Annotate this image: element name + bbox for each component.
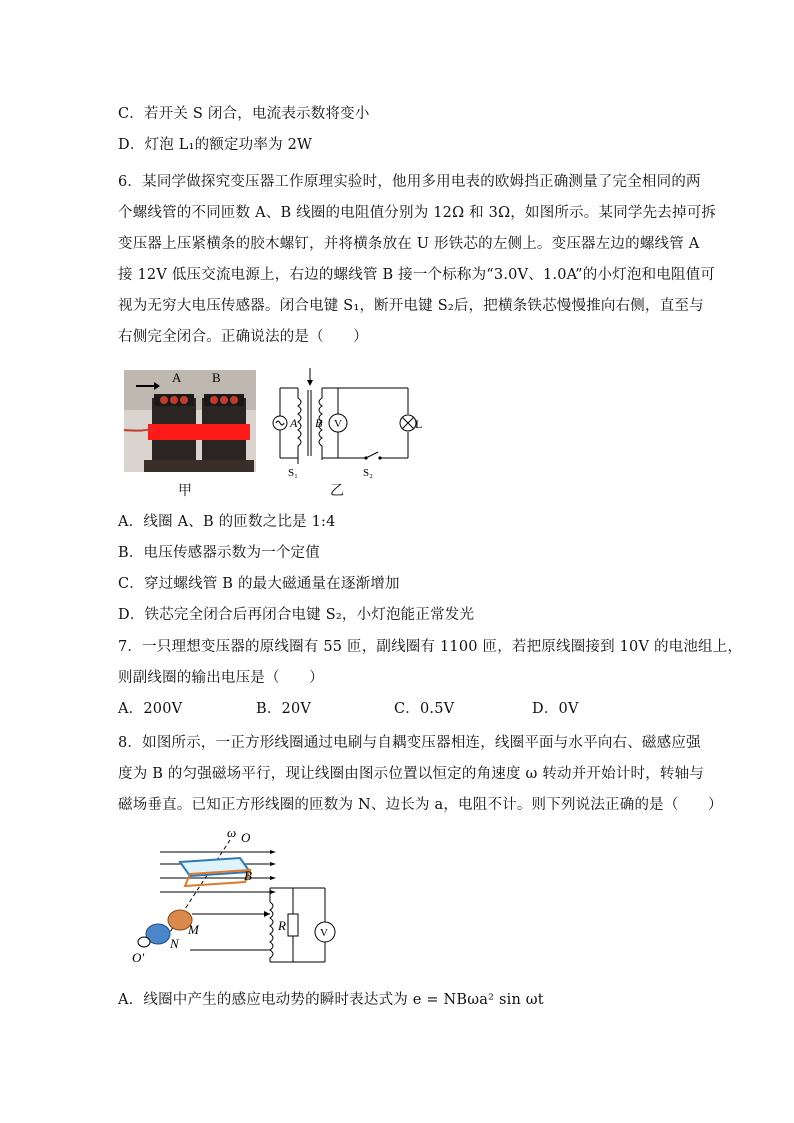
label-r: R [278,918,286,933]
photo-label-b: B [212,370,221,385]
q8-option-a: A．线圈中产生的感应电动势的瞬时表达式为 e = NBωa² sin ωt [118,992,544,1008]
coil-autotransformer-figure [130,822,340,982]
q6-option-c: C．穿过螺线管 B 的最大磁通量在逐渐增加 [118,576,400,592]
q8-line-3: 磁场垂直。已知正方形线圈的匝数为 N、边长为 a，电阻不计。则下列说法正确的是（ ） [118,797,723,813]
label-n: N [170,936,179,951]
switch-s1-label: S₁ [288,467,298,479]
q6-line-1: 6．某同学做探究变压器工作原理实验时，他用多用电表的欧姆挡正确测量了完全相同的两 [118,174,701,190]
caption-jia: 甲 [178,483,192,499]
q6-line-5: 视为无穷大电压传感器。闭合电键 S₁，断开电键 S₂后，把横条铁芯慢慢推向右侧，直至与 [118,298,704,314]
caption-yi: 乙 [330,483,344,499]
q6-line-4: 接 12V 低压交流电源上，右边的螺线管 B 接一个标称为“3.0V、1.0A”的小灯泡和电阻值可 [118,267,716,283]
q7-option-a: A．200V [118,701,183,717]
label-m: M [188,922,199,937]
label-o: O [241,830,251,845]
q6-option-d: D．铁芯完全闭合后再闭合电键 S₂，小灯泡能正常发光 [118,607,475,623]
q6-option-b: B．电压传感器示数为一个定值 [118,545,320,561]
transformer-photo [124,370,256,472]
option-c-prev: C．若开关 S 闭合，电流表示数将变小 [118,106,370,122]
voltmeter-label: V [334,418,342,430]
q7-option-d: D．0V [532,701,579,717]
switch-s2-label: S₂ [363,467,373,479]
q6-option-a: A．线圈 A、B 的匝数之比是 1:4 [118,514,336,530]
q8-line-1: 8．如图所示，一正方形线圈通过电刷与自耦变压器相连，线圈平面与水平向右、磁感应强 [118,735,701,751]
q7-line-2: 则副线圈的输出电压是（ ） [118,670,324,686]
circuit-label-b: B [315,416,323,430]
q8-line-2: 度为 B 的匀强磁场平行，现让线圈由图示位置以恒定的角速度 ω 转动并开始计时，转轴与 [118,766,705,782]
q7-line-1: 7．一只理想变压器的原线圈有 55 匝，副线圈有 1100 匝，若把原线圈接到 10V 的电池组上， [118,639,743,655]
q6-line-6: 右侧完全闭合。正确说法的是（ ） [118,329,368,345]
q7-options [118,699,579,719]
q6-line-2: 个螺线管的不同匝数 A、B 线圈的电阻值分别为 12Ω 和 3Ω，如图所示。某同学先去掉可拆 [118,205,717,221]
label-b-field: B [244,868,252,883]
photo-label-a: A [172,370,182,385]
label-o-prime: O′ [132,950,145,965]
transformer-circuit [270,368,423,480]
option-d-prev: D．灯泡 L₁的额定功率为 2W [118,137,313,153]
lamp-label: L [415,417,423,431]
label-omega: ω [227,825,237,840]
label-v: V [320,927,328,939]
q6-line-3: 变压器上压紧横条的胶木螺钉，并将横条放在 U 形铁芯的左侧上。变压器左边的螺线管 A [118,236,700,252]
circuit-label-a: A [290,416,298,430]
q7-option-c: C．0.5V [394,701,455,717]
q7-option-b: B．20V [256,701,312,717]
